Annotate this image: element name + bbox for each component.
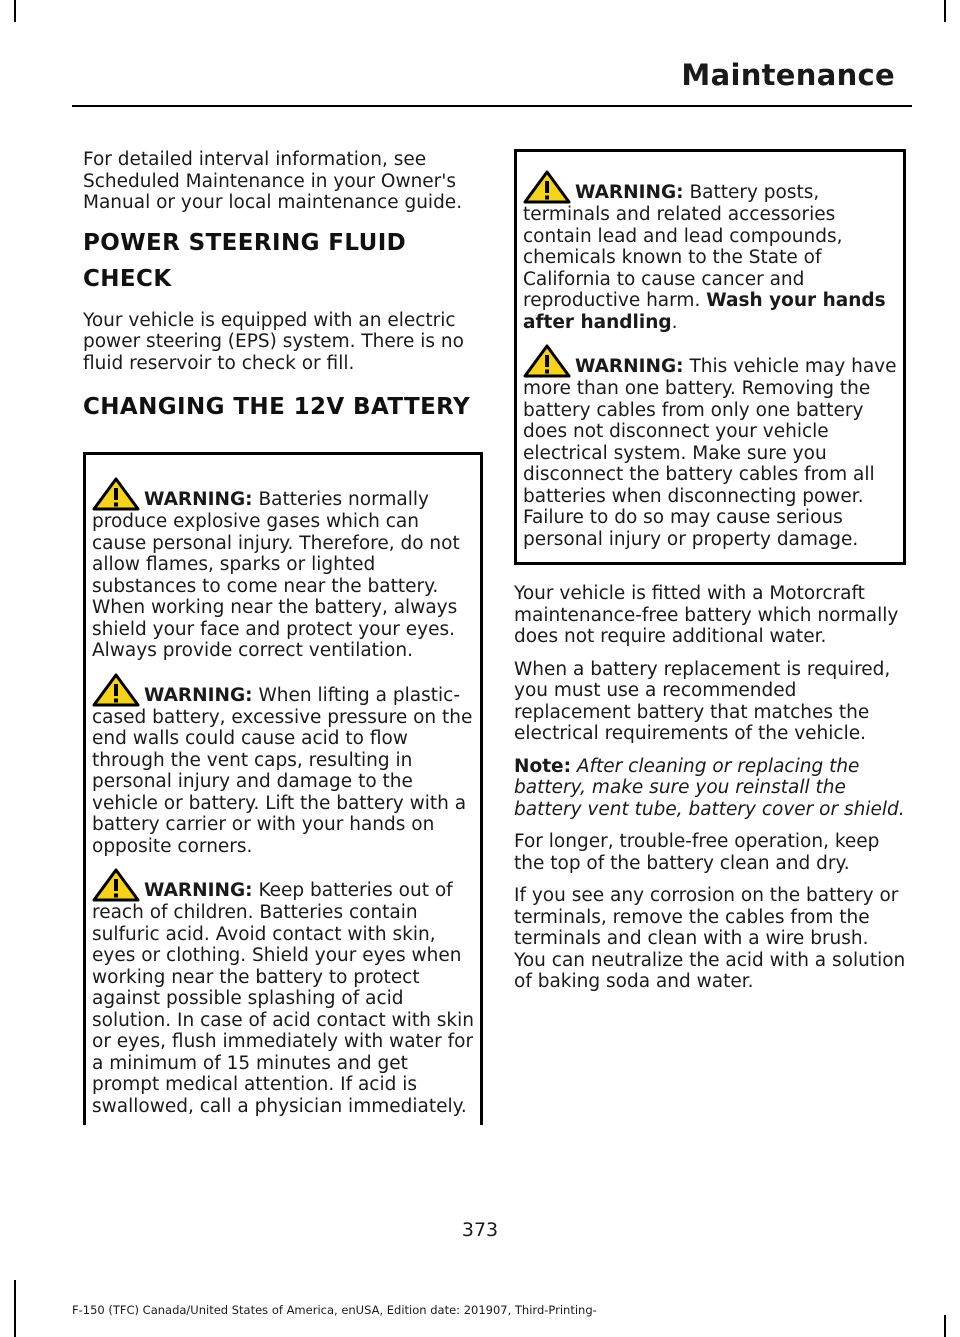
battery-paragraph: If you see any corrosion on the battery or terminals, remove the cables from the terminals and clean with a wire brush. You can neutralize the acid with a solution of baking soda and water.	[514, 885, 906, 992]
warning-item	[523, 170, 897, 333]
warning-label: WARNING:	[144, 684, 253, 706]
note-label: Note:	[514, 755, 571, 777]
warning-box-left	[83, 452, 483, 1125]
footer-edition: F-150 (TFC) Canada/United States of America, enUSA, Edition date: 201907, Third-Printing-	[72, 1303, 597, 1317]
warning-text: Keep batteries out of reach of children. Batteries contain sulfuric acid. Avoid contact with skin, eyes or clothing. Shield your eyes when working near the battery to protect against possible splashing of acid solution. In case of acid contact with skin or eyes, flush immediately with water for a minimum of 15 minutes and get prompt medical attention. If acid is swallowed, call a physician immediately.	[92, 880, 474, 1117]
warning-triangle-icon	[92, 868, 140, 902]
warning-item	[92, 868, 474, 1117]
warning-tail: .	[671, 311, 678, 333]
warning-label: WARNING:	[144, 489, 253, 510]
crop-mark	[944, 0, 946, 22]
warning-text: This vehicle may have more than one battery. Removing the battery cables from only one battery does not disconnect your vehicle electrical system. Make sure you disconnect the battery cables from all batteries when disconnecting power. Failure to do so may cause serious personal injury or property damage.	[523, 356, 897, 550]
battery-paragraph: Your vehicle is fitted with a Motorcraft maintenance-free battery which normally does not require additional water.	[514, 583, 899, 647]
warning-text: When lifting a plastic-cased battery, excessive pressure on the end walls could cause acid to flow through the vent caps, resulting in personal injury and damage to the vehicle or battery. Lift the battery with a battery carrier or with your hands on opposite corners.	[92, 684, 473, 857]
warning-triangle-icon	[523, 170, 571, 204]
warning-label: WARNING:	[144, 880, 253, 901]
battery-paragraph: For longer, trouble-free operation, keep the top of the battery clean and dry.	[514, 831, 880, 874]
power-steering-heading	[83, 228, 473, 294]
warning-item	[92, 477, 474, 662]
note-paragraph	[514, 756, 906, 821]
intro-paragraph: For detailed interval information, see Scheduled Maintenance in your Owner's Manual or your local maintenance guide.	[83, 149, 463, 213]
power-steering-heading-line-1: POWER STEERING FLUID	[83, 229, 407, 256]
battery-heading: CHANGING THE 12V BATTERY	[83, 394, 471, 420]
crop-mark	[14, 0, 16, 22]
warning-triangle-icon	[92, 477, 140, 511]
crop-mark	[14, 1280, 16, 1337]
battery-paragraph: When a battery replacement is required, you must use a recommended replacement battery that matches the electrical requirements of the vehicle.	[514, 658, 891, 744]
warning-triangle-icon	[523, 344, 571, 378]
warning-emphasis: Wash your hands after handling	[523, 290, 886, 333]
warning-box-right	[514, 149, 906, 565]
right-column	[514, 149, 906, 1004]
warning-text: Battery posts, terminals and related accessories contain lead and lead compounds, chemicals known to the State of California to cause cancer and reproductive harm.	[523, 182, 843, 311]
page-number: 373	[461, 1219, 499, 1241]
header-divider	[72, 105, 912, 107]
warning-item	[523, 344, 897, 550]
warning-triangle-icon	[92, 673, 140, 707]
power-steering-heading-line-2: CHECK	[83, 265, 172, 292]
left-column	[83, 149, 473, 1125]
page-title: Maintenance	[681, 58, 895, 92]
note-text: After cleaning or replacing the battery, make sure you reinstall the battery vent tube, battery cover or shield.	[514, 755, 905, 820]
warning-item	[92, 673, 474, 858]
warning-label: WARNING:	[575, 182, 684, 203]
warning-text: Batteries normally produce explosive gases which can cause personal injury. Therefore, do not allow flames, sparks or lighted substances to come near the battery. When working near the battery, always shield your face and protect your eyes. Always provide correct ventilation.	[92, 489, 460, 661]
crop-mark	[944, 1315, 946, 1337]
warning-label: WARNING:	[575, 356, 684, 377]
power-steering-paragraph: Your vehicle is equipped with an electric power steering (EPS) system. There is no fluid reservoir to check or fill.	[83, 309, 464, 374]
